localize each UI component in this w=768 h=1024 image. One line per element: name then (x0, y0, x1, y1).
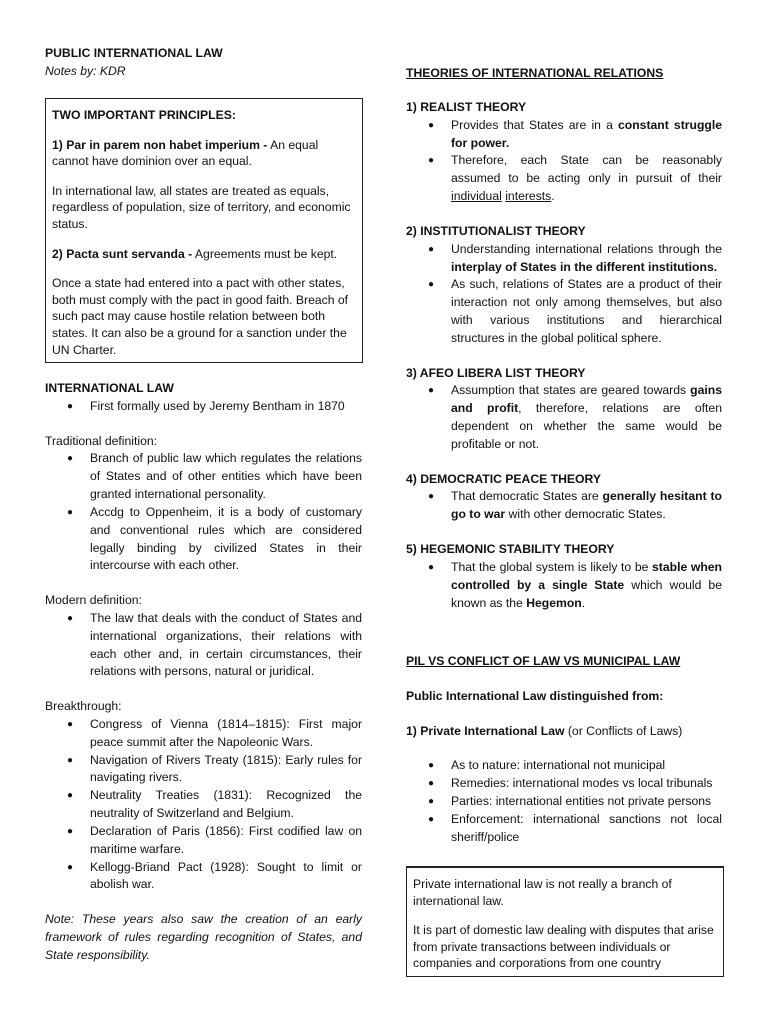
bullet-icon: ● (67, 719, 74, 730)
breakthrough-list (67, 716, 362, 894)
private-intl-law-heading: 1) Private International Law (or Conflicts of Laws) (406, 723, 683, 738)
bullet-icon: ● (67, 754, 74, 766)
list-item: ● Therefore, each State can be reasonably assumed to be acting only in pursuit of their individual interests. (428, 153, 722, 204)
principle-1 (52, 137, 356, 170)
breakthrough-label: Breakthrough: (45, 699, 122, 714)
principle-2-name: 2) Pacta sunt servanda - (52, 246, 193, 261)
principles-box (45, 98, 363, 363)
institutionalist-list (428, 241, 722, 348)
democratic-peace-list (428, 488, 722, 524)
theories-section (406, 99, 722, 612)
bullet-icon: ● (428, 778, 435, 790)
modern-definition-list (67, 610, 362, 681)
list-item: ● Branch of public law which regulates the relations of States and of other entities which have been granted international personality. (67, 451, 362, 502)
bullet-icon: ● (67, 400, 74, 412)
principle-2-meaning: Agreements must be kept. (192, 246, 338, 261)
afeo-heading: 3) AFEO LIBERA LIST THEORY (406, 365, 586, 380)
realist-list (428, 117, 722, 206)
box-paragraph: Private international law is not really a branch of international law. (413, 877, 672, 908)
list-item: ● That democratic States are generally hesitant to go to war with other democratic States. (428, 489, 722, 522)
bullet-icon: ● (428, 561, 435, 573)
list-item: ● As such, relations of States are a product of their interaction not only among themselves, but also with various institutions and hierarchical structures in the global political sphere. (428, 277, 722, 345)
institutionalist-heading: 2) INSTITUTIONALIST THEORY (406, 223, 586, 238)
principles-heading: TWO IMPORTANT PRINCIPLES: (52, 108, 236, 122)
list-item: ● Enforcement: international sanctions not local sheriff/police (428, 811, 722, 844)
hegemonic-heading: 5) HEGEMONIC STABILITY THEORY (406, 542, 615, 557)
list-item: ● Kellogg-Briand Pact (1928): Sought to limit or abolish war. (67, 859, 362, 892)
private-law-note-box (406, 866, 724, 977)
list-item: ● Congress of Vienna (1814–1815): First major peace summit after the Napoleonic Wars. (67, 717, 362, 749)
bullet-icon: ● (428, 760, 435, 772)
democratic-peace-heading: 4) DEMOCRATIC PEACE THEORY (406, 471, 602, 486)
bullet-icon: ● (428, 119, 435, 131)
list-item: ● First formally used by Jeremy Bentham in 1870 (90, 398, 362, 416)
afeo-list (428, 382, 722, 453)
realist-heading: 1) REALIST THEORY (406, 100, 527, 114)
international-law-heading: INTERNATIONAL LAW (45, 381, 174, 395)
list-item: ● Declaration of Paris (1856): First codified law on maritime warfare. (67, 823, 362, 856)
list-item: ● Parties: international entities not private persons (451, 793, 722, 811)
list-item: ● Understanding international relations through the interplay of States in the different institutions. (428, 241, 722, 274)
pil-vs-heading: PIL VS CONFLICT OF LAW VS MUNICIPAL LAW (406, 654, 681, 668)
pil-subheading: Public International Law distinguished from: (406, 688, 664, 703)
theories-heading: THEORIES OF INTERNATIONAL RELATIONS (406, 66, 664, 80)
traditional-definition-list (67, 450, 362, 575)
box-paragraph: It is part of domestic law dealing with disputes that arise from private transactions between individuals or companies and corporations from one country (413, 923, 714, 971)
bullet-icon: ● (67, 506, 74, 518)
bullet-icon: ● (67, 861, 74, 873)
list-item: ● Assumption that states are geared towards gains and profit, therefore, relations are often dependent on whether the same would be profitable or not. (428, 383, 722, 451)
pil-vs-section (406, 653, 722, 847)
bullet-icon: ● (428, 243, 435, 255)
modern-definition-label: Modern definition: (45, 593, 142, 608)
principle-1-detail: In international law, all states are treated as equals, regardless of population, size of territory, and economic status. (52, 183, 351, 231)
bullet-icon: ● (428, 385, 435, 397)
list-item: ● That the global system is likely to be stable when controlled by a single State which would be known as the Hegemon. (428, 559, 723, 610)
bullet-icon: ● (67, 612, 74, 624)
list-item: ● The law that deals with the conduct of States and international organizations, their relations with each other and, in certain circumstances, their relations with persons, natural or juridical. (67, 610, 362, 679)
bullet-icon: ● (67, 825, 74, 837)
bullet-icon: ● (428, 796, 435, 808)
list-item: ● Remedies: international modes vs local tribunals (451, 775, 722, 793)
list-item: ● As to nature: international not municipal (451, 757, 722, 775)
principle-1-name: 1) Par in parem non habet imperium - (52, 137, 268, 152)
traditional-definition-label: Traditional definition: (45, 433, 158, 448)
notes-author: Notes by: KDR (45, 64, 126, 78)
bullet-icon: ● (67, 453, 74, 465)
list-item: ● Neutrality Treaties (1831): Recognized the neutrality of Switzerland and Belgium. (67, 788, 362, 821)
note-text: Note: These years also saw the creation of an early framework of rules regarding recognition of States, and State responsibility. (45, 912, 362, 962)
list-item: ● Provides that States are in a constant struggle for power. (428, 117, 722, 150)
distinction-list (428, 757, 722, 846)
bullet-icon: ● (428, 155, 435, 167)
list-item: ● Accdg to Oppenheim, it is a body of customary and conventional rules which are considered legally binding by civilized States in their intercourse with each other. (67, 504, 362, 573)
page-title: PUBLIC INTERNATIONAL LAW (45, 46, 223, 60)
bullet-icon: ● (428, 491, 435, 503)
principle-2 (52, 246, 356, 263)
principle-1-meaning: An equal cannot have dominion over an equal. (52, 137, 319, 169)
list-item: ● Navigation of Rivers Treaty (1815): Early rules for navigating rivers. (67, 752, 362, 785)
hegemonic-list (428, 559, 723, 612)
bullet-icon: ● (428, 279, 435, 291)
bullet-icon: ● (67, 790, 74, 802)
international-law-section (45, 380, 362, 965)
principle-2-detail: Once a state had entered into a pact with other states, both must comply with the pact in good faith. Breach of such pact may cause hostile relation between both states. It can also be a ground for a sanction under the UN Charter. (52, 276, 349, 357)
bullet-icon: ● (428, 813, 435, 825)
first-use-list (67, 398, 362, 416)
